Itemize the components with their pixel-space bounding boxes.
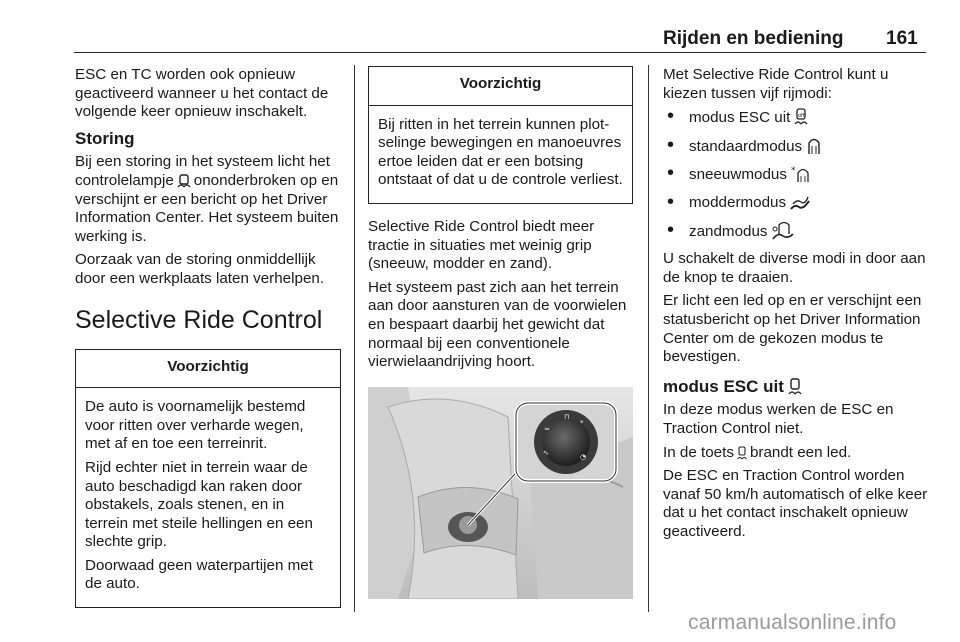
sand-icon xyxy=(772,222,794,240)
led-status-paragraph: Er licht een led op en er verschijnt een statusbericht op het Driver Information Center om de gekozen modus te bevestigen. xyxy=(663,292,922,366)
src-paragraph-2: Het systeem past zich aan het terrein aan door aansturen van de voorwielen en bespaart daarbij het gewicht dat normaal bij een conventionele vierwielaandrijving hoort. xyxy=(368,278,627,371)
column-2 xyxy=(368,66,633,604)
mud-icon xyxy=(790,195,810,211)
column-1 xyxy=(75,66,341,608)
page-number: 161 xyxy=(886,28,918,49)
intro-paragraph: ESC en TC worden ook opnieuw geactiveerd wanneer u het contact de volgende keer opnieuw inschakelt. xyxy=(75,66,329,121)
esc-off-icon xyxy=(794,108,808,126)
mode-item-mud: • moddermodus xyxy=(663,194,931,213)
mode-item-standard: • standaardmodus xyxy=(663,137,931,157)
warning-text-1: De auto is voornamelijk bestemd voor ritten over verharde wegen, met af en toe een terreinrit. xyxy=(85,398,306,453)
warning-title: Voorzichtig xyxy=(369,67,632,106)
mode-item-esc-off: • modus ESC uit off xyxy=(663,108,931,128)
column-divider-2 xyxy=(648,65,649,612)
svg-text:off: off xyxy=(798,113,805,120)
selective-ride-control-knob-illustration xyxy=(368,387,633,599)
esc-off-button-icon xyxy=(737,446,747,460)
esc-off-heading: modus ESC uit xyxy=(663,378,931,397)
esc-off-paragraph-1: In deze modus werken de ESC en Traction Control niet. xyxy=(663,401,894,437)
column-3 xyxy=(663,66,931,546)
mode-item-snow: • sneeuwmodus * xyxy=(663,165,931,185)
svg-text:*: * xyxy=(580,418,584,427)
section-title: Selective Ride Control xyxy=(75,305,323,334)
svg-text:≈: ≈ xyxy=(544,424,550,433)
svg-text:∿: ∿ xyxy=(543,448,549,457)
storing-heading: Storing xyxy=(75,128,135,148)
esc-off-paragraph-2: In de toets brandt een led. xyxy=(663,443,852,461)
esc-off-icon xyxy=(788,378,802,396)
mode-switch-paragraph: U schakelt de diverse modi in door aan de knop te draaien. xyxy=(663,250,926,286)
warning-text: Bij ritten in het terrein kunnen plotselinge bewegingen en manoeuvres ertoe leiden dat er een botsing ontstaat of dat u de controle verliest. xyxy=(378,115,623,189)
svg-text:*: * xyxy=(790,166,796,177)
snow-icon xyxy=(791,165,811,183)
storing-paragraph-2: Oorzaak van de storing onmiddellijk door een werkplaats laten verhelpen. xyxy=(75,251,325,287)
column-divider-1 xyxy=(354,65,355,612)
storing-paragraph-1: Bij een storing in het systeem licht het controlelampje ononderbroken op en verschijnt er een bericht op het Driver Information Center. Het systeem buiten werking is. xyxy=(75,153,339,245)
svg-text:⊓: ⊓ xyxy=(564,412,570,421)
header-rule xyxy=(74,52,926,53)
road-icon xyxy=(806,137,822,155)
esc-warning-icon xyxy=(177,174,191,188)
warning-box xyxy=(75,349,341,609)
warning-text-2: Rijd echter niet in terrein waar de auto beschadigd kan raken door obstakels, zoals stenen, en in terrein met steile hellingen en een slechte grip. xyxy=(85,458,313,551)
svg-text:◔: ◔ xyxy=(580,452,587,461)
warning-title: Voorzichtig xyxy=(76,350,340,389)
watermark: carmanualsonline.info xyxy=(688,611,897,634)
warning-text-3: Doorwaad geen waterpartijen met de auto. xyxy=(85,556,313,593)
src-paragraph-1: Selective Ride Control biedt meer tractie in situaties met weinig grip (sneeuw, modder en zand). xyxy=(368,217,595,273)
running-header-title: Rijden en bediening xyxy=(663,28,844,49)
warning-box xyxy=(368,66,633,204)
esc-off-paragraph-3: De ESC en Traction Control worden vanaf 50 km/h automatisch of elke keer dat u het contact inschakelt opnieuw geactiveerd. xyxy=(663,467,928,540)
mode-list xyxy=(663,108,931,241)
modes-intro: Met Selective Ride Control kunt u kiezen tussen vijf rijmodi: xyxy=(663,66,889,102)
mode-item-sand: • zandmodus xyxy=(663,222,931,242)
